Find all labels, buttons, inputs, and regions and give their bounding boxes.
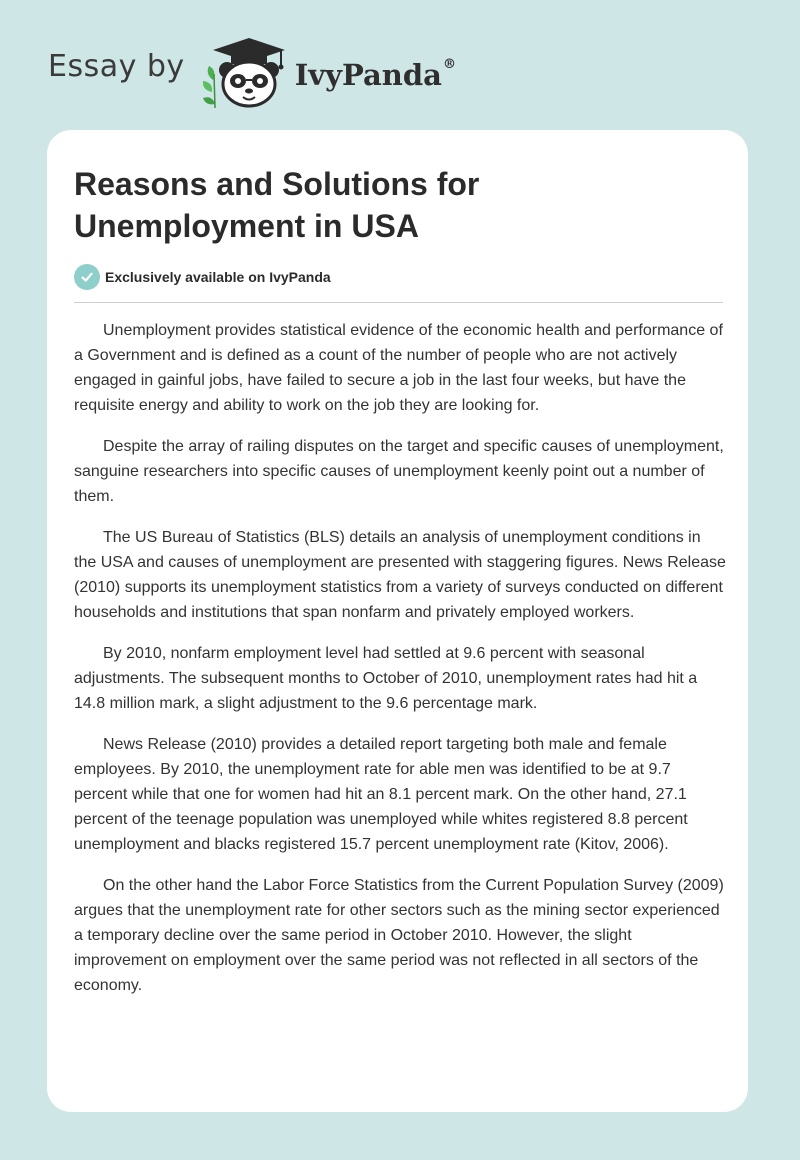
- ivy-leaf-icon: [207, 66, 214, 80]
- paragraph: Unemployment provides statistical evidence of the economic health and performance of a Government and is defined as a count of the number of people who are not actively engaged in gainful jobs, have failed to secure a job in the last four weeks, but have the requisite energy and ability to work on the job they are looking for.: [74, 322, 723, 414]
- registered-mark: ®: [442, 57, 456, 73]
- essay-by-label: Essay by: [48, 48, 185, 84]
- paragraph: News Release (2010) provides a detailed report targeting both male and female employees. By 2010, the unemployment rate for able men was identified to be at 9.7 percent while that one for women had hit an 8.1 percent mark. On the other hand, 27.1 percent of the teenage population was unemployed while whites registered 8.8 percent unemployment and blacks registered 15.7 percent unemployment rate (Kitov, 2006).: [74, 736, 688, 853]
- paragraph: On the other hand the Labor Force Statistics from the Current Population Survey (2009) argues that the unemployment rate for other sectors such as the mining sector experienced a temporary decline over the same period in October 2010. However, the slight improvement on employment over the same period was not reflected in all sectors of the economy.: [74, 877, 724, 994]
- paragraph: Despite the array of railing disputes on the target and specific causes of unemployment, sanguine researchers into specific causes of unemployment keenly point out a number of them.: [74, 438, 724, 505]
- paragraph: By 2010, nonfarm employment level had settled at 9.6 percent with seasonal adjustments. The subsequent months to October of 2010, unemployment rates had hit a 14.8 million mark, a slight adjustment to the 9.6 percentage mark.: [74, 645, 698, 712]
- site-header: [48, 34, 456, 110]
- ivy-leaf-icon-2: [203, 81, 212, 92]
- brand-name[interactable]: [295, 58, 456, 92]
- ivy-leaf-icon-3: [203, 97, 215, 104]
- essay-card: [47, 130, 748, 1112]
- check-icon: [74, 264, 100, 290]
- paragraph: The US Bureau of Statistics (BLS) details an analysis of unemployment conditions in the USA and causes of unemployment are presented with staggering figures. News Release (2010) supports its unemployment statistics from a variety of surveys conducted on different households and institutions that span nonfarm and privately employed workers.: [74, 529, 726, 621]
- divider: [74, 302, 723, 303]
- page-title: Reasons and Solutions for Unemployment in USA: [74, 166, 480, 244]
- brand-text: IvyPanda: [294, 58, 442, 92]
- panda-graduate-icon[interactable]: [199, 34, 291, 110]
- essay-body: [74, 318, 726, 1014]
- exclusive-badge: [74, 264, 331, 290]
- exclusive-badge-text: Exclusively available on IvyPanda: [105, 269, 331, 285]
- panda-logo-graphic: [199, 34, 291, 110]
